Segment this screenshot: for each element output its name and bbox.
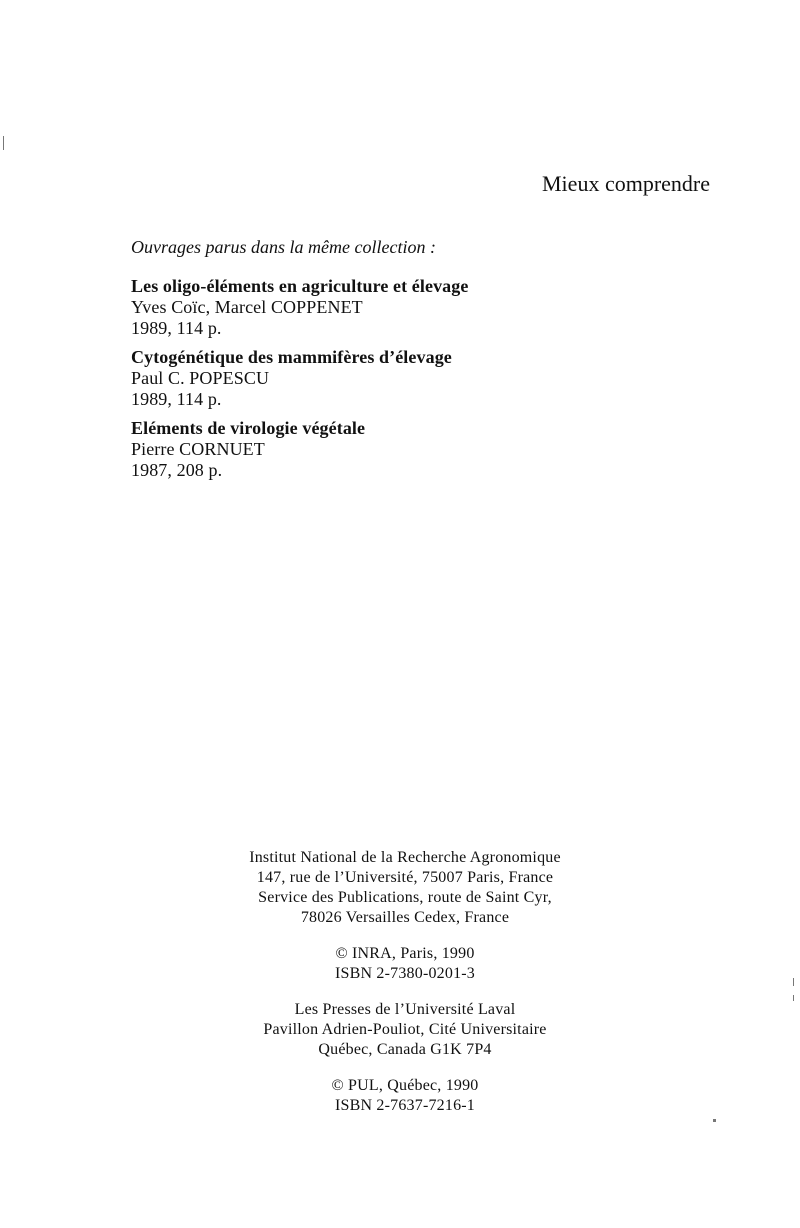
book-entry bbox=[131, 347, 468, 410]
book-authors: Pierre CORNUET bbox=[131, 439, 265, 459]
inra-address bbox=[0, 848, 800, 928]
scan-speck bbox=[3, 136, 4, 150]
book-meta: 1987, 208 p. bbox=[131, 460, 223, 480]
imprint bbox=[0, 848, 800, 1132]
inra-isbn: ISBN 2-7380-0201-3 bbox=[334, 965, 476, 982]
pul-address-line: Les Presses de l’Université Laval bbox=[294, 1001, 516, 1018]
collection-heading: Ouvrages parus dans la même collection : bbox=[131, 237, 436, 257]
inra-address-line: Service des Publications, route de Saint Cyr, bbox=[258, 889, 552, 906]
pul-address bbox=[0, 1000, 800, 1060]
inra-address-line: Institut National de la Recherche Agronomique bbox=[249, 849, 561, 866]
book-meta: 1989, 114 p. bbox=[131, 389, 222, 409]
inra-address-line: 78026 Versailles Cedex, France bbox=[300, 909, 510, 926]
inra-copyright bbox=[0, 944, 800, 984]
pul-copyright bbox=[0, 1076, 800, 1116]
inra-address-line: 147, rue de l’Université, 75007 Paris, France bbox=[256, 869, 554, 886]
inra-copyright-line: © INRA, Paris, 1990 bbox=[335, 945, 475, 962]
book-authors: Yves Coïc, Marcel COPPENET bbox=[131, 297, 363, 317]
pul-address-line: Québec, Canada G1K 7P4 bbox=[318, 1041, 492, 1058]
book-list bbox=[131, 276, 468, 489]
book-title: Les oligo-éléments en agriculture et élevage bbox=[131, 276, 469, 296]
book-title: Eléments de virologie végétale bbox=[131, 418, 366, 438]
series-title: Mieux comprendre bbox=[542, 171, 710, 196]
book-entry bbox=[131, 418, 468, 481]
book-title: Cytogénétique des mammifères d’élevage bbox=[131, 347, 452, 367]
book-authors: Paul C. POPESCU bbox=[131, 368, 270, 388]
pul-copyright-line: © PUL, Québec, 1990 bbox=[331, 1077, 479, 1094]
pul-isbn: ISBN 2-7637-7216-1 bbox=[334, 1097, 476, 1114]
book-entry bbox=[131, 276, 468, 339]
book-meta: 1989, 114 p. bbox=[131, 318, 222, 338]
pul-address-line: Pavillon Adrien-Pouliot, Cité Universitaire bbox=[263, 1021, 547, 1038]
